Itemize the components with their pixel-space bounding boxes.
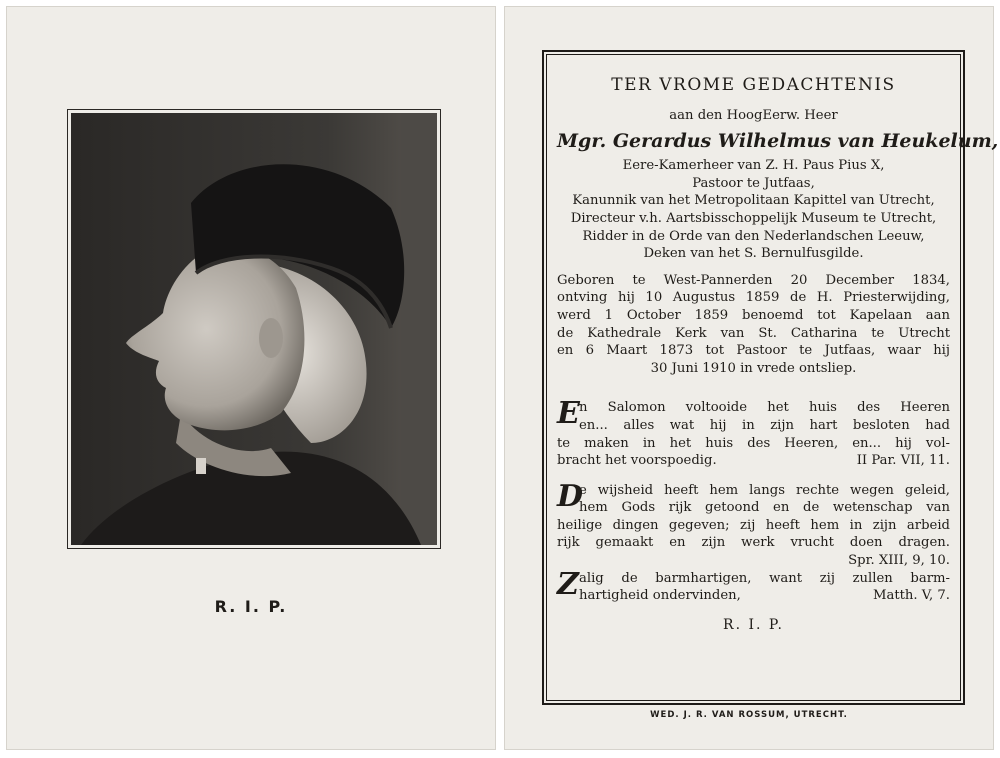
portrait-photo: [67, 109, 441, 549]
quote-reference: Spr. XIII, 9, 10.: [848, 553, 950, 569]
right-card: [504, 6, 999, 750]
bio-line: werd 1 October 1859 benoemd tot Kapelaan aan: [557, 307, 950, 323]
printer-credit: WED. J. R. VAN ROSSUM, UTRECHT.: [650, 710, 848, 720]
quote-line: heilige dingen gegeven; zij heeft hem in zijn arbeid: [557, 517, 950, 533]
title-line: Kanunnik van het Metropolitaan Kapittel van Utrecht,: [572, 193, 935, 209]
left-rip-text: R. I. P.: [214, 597, 288, 616]
drop-cap: E: [557, 396, 580, 432]
scripture-quote-3: [557, 566, 950, 605]
title-line: Deken van het S. Bernulfusgilde.: [643, 246, 864, 262]
quote-line: te maken in het huis des Heeren, en... hij vol-: [557, 435, 950, 451]
bio-line: 30 Juni 1910 in vrede ontsliep.: [650, 360, 857, 376]
scripture-quote-2: [557, 478, 950, 570]
quote-line: hartigheid ondervinden,: [579, 588, 741, 604]
bio-line: Geboren te West-Pannerden 20 December 1834,: [557, 272, 950, 288]
quote-reference: Matth. V, 7.: [872, 588, 950, 604]
quote-line: n Salomon voltooide het huis des Heeren: [579, 400, 950, 416]
bio-line: ontving hij 10 Augustus 1859 de H. Priesterwijding,: [557, 290, 950, 306]
quote-line: bracht het voorspoedig.: [557, 453, 717, 469]
quote-last-line: [557, 452, 950, 470]
quote-reference: II Par. VII, 11.: [856, 453, 950, 469]
portrait-image: [71, 113, 437, 545]
bio-line: de Kathedrale Kerk van St. Catharina te Utrecht: [557, 325, 950, 341]
bio-line: en 6 Maart 1873 tot Pastoor te Jutfaas, waar hij: [557, 343, 950, 359]
quote-line: e wijsheid heeft hem langs rechte wegen geleid,: [579, 482, 950, 498]
left-card: [6, 6, 496, 750]
title-line: Eere-Kamerheer van Z. H. Paus Pius X,: [622, 158, 885, 174]
deceased-name: Mgr. Gerardus Wilhelmus van Heukelum,: [557, 130, 999, 153]
right-rip-text: R. I. P.: [723, 616, 784, 633]
titles-list: [557, 157, 950, 263]
title-line: Directeur v.h. Aartsbisschoppelijk Museum te Utrecht,: [570, 210, 937, 226]
quote-line: en... alles wat hij in zijn hart besloten had: [579, 417, 950, 433]
subheading: aan den HoogEerw. Heer: [669, 107, 838, 123]
quote-line: alig de barmhartigen, want zij zullen barm-: [579, 570, 950, 586]
quote-line: rijk gemaakt en zijn werk vrucht doen dragen.: [557, 535, 950, 551]
title-line: Ridder in de Orde van den Nederlandschen Leeuw,: [582, 228, 925, 244]
quote-line: hem Gods rijk getoond en de wetenschap van: [579, 500, 950, 516]
memorial-text: [557, 75, 999, 634]
title-line: Pastoor te Jutfaas,: [692, 175, 815, 191]
scripture-quote-1: [557, 396, 950, 469]
drop-cap: D: [557, 478, 584, 514]
drop-cap: Z: [557, 566, 579, 602]
quote-last-line: [579, 587, 950, 605]
biography: [557, 272, 950, 378]
heading: TER VROME GEDACHTENIS: [611, 75, 896, 95]
